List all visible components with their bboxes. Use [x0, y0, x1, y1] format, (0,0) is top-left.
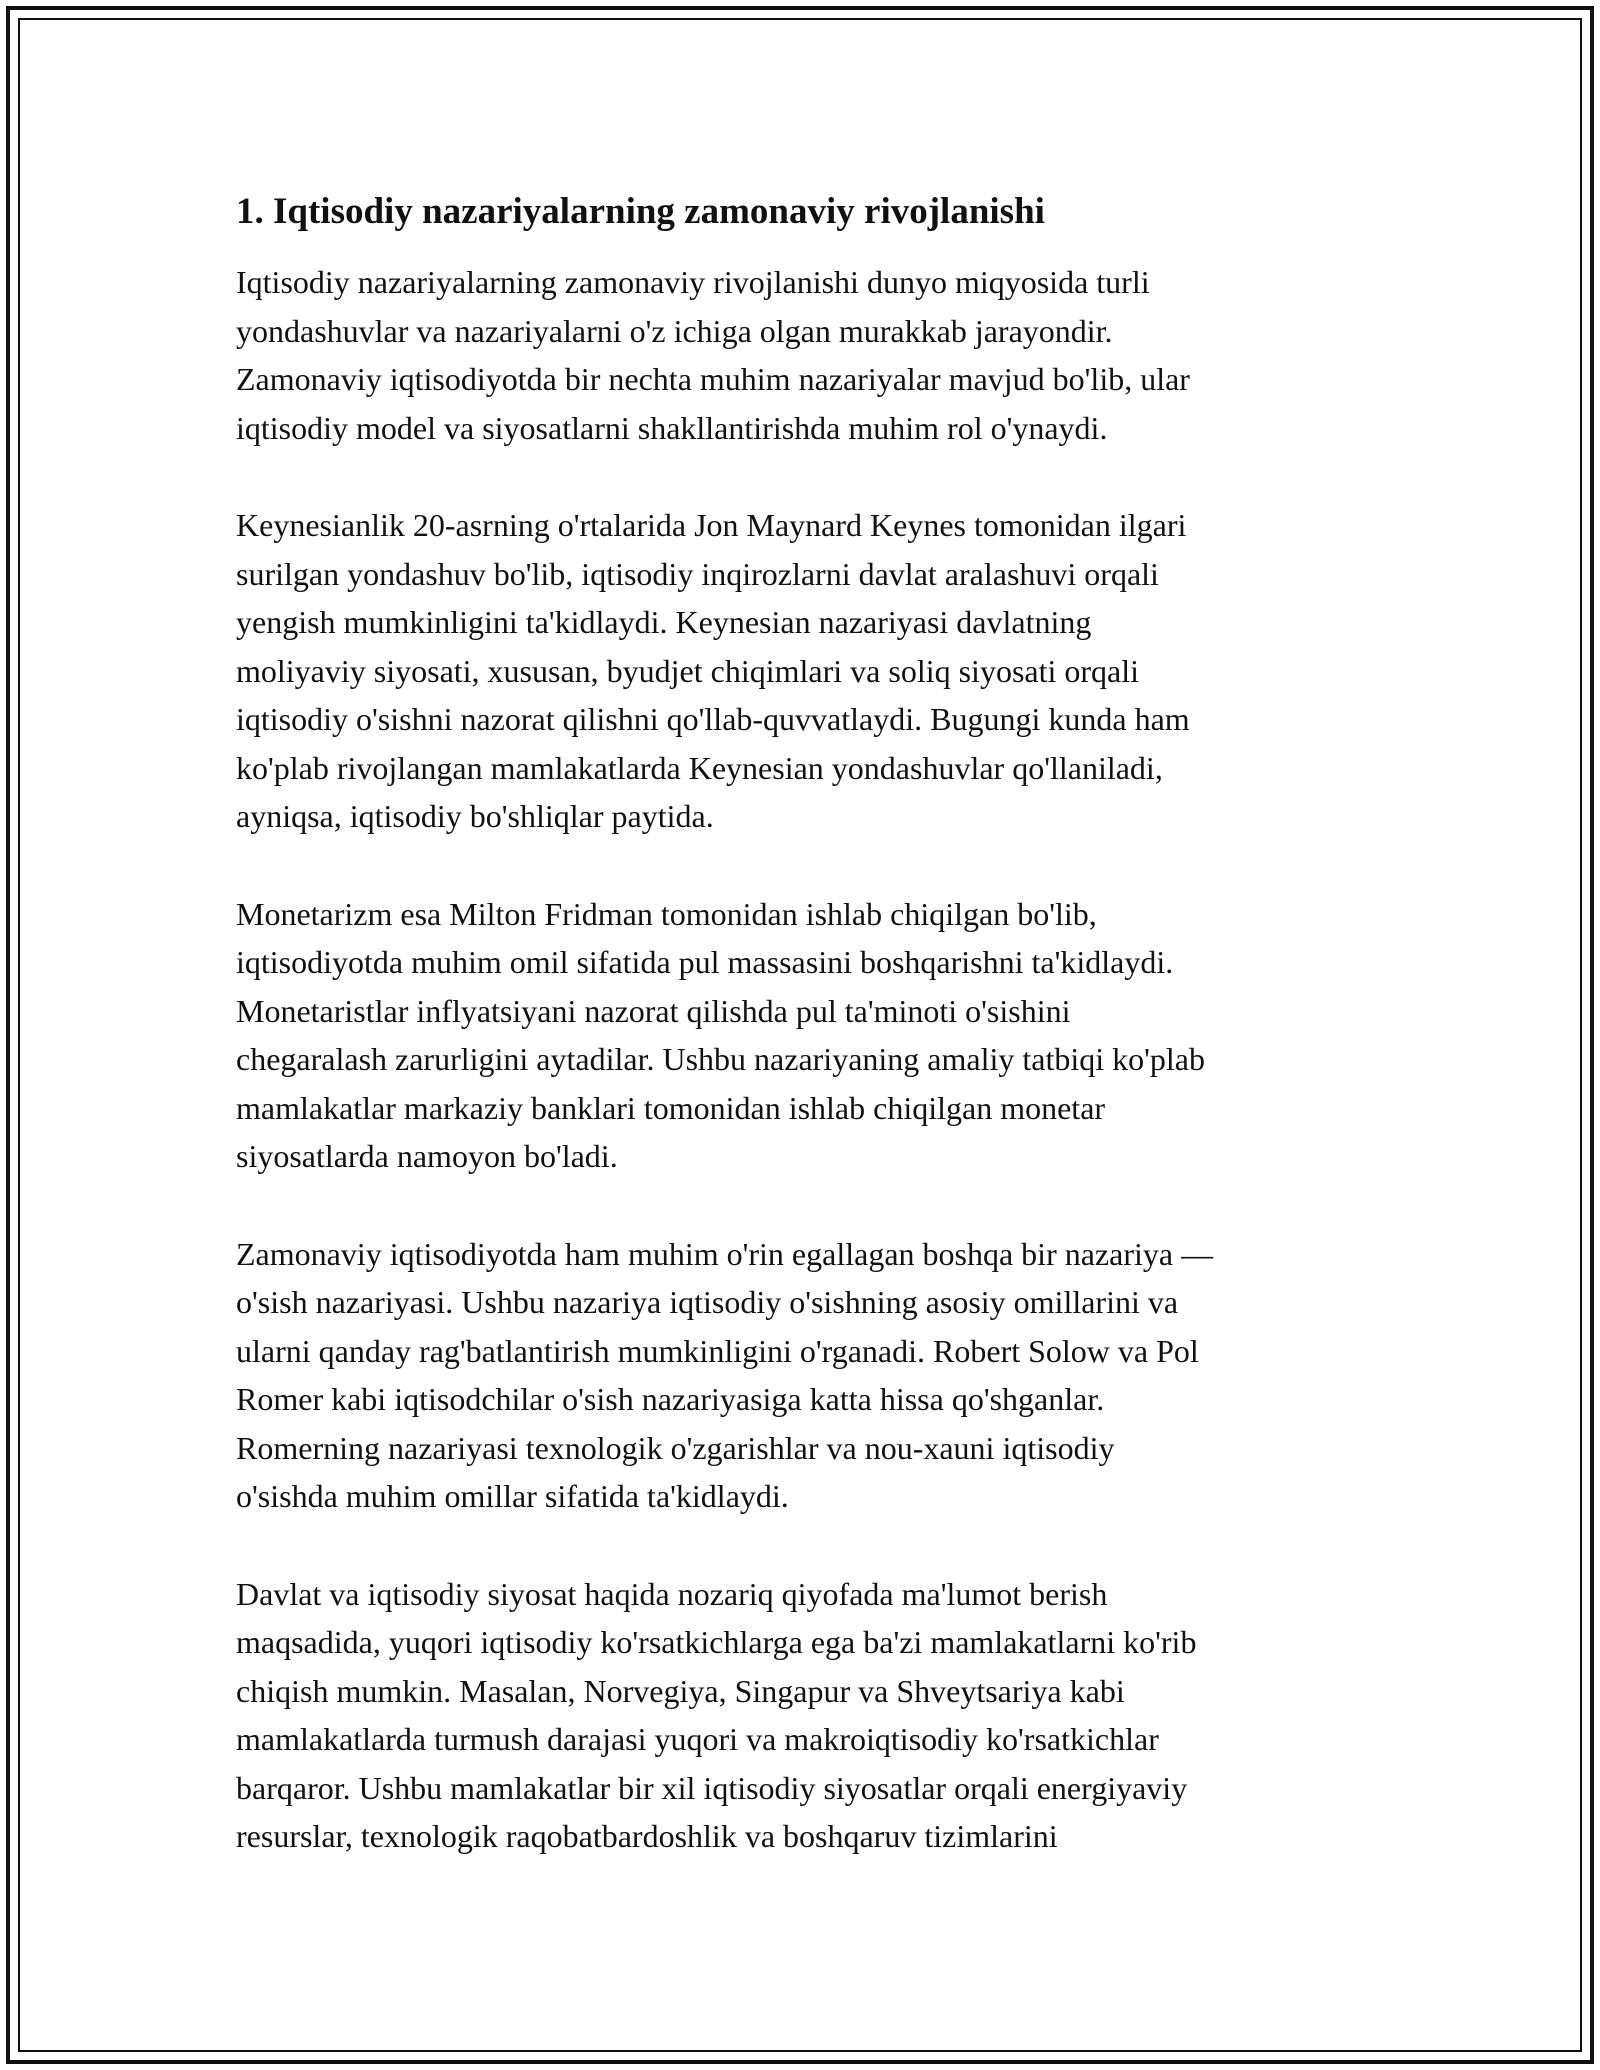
text-line: surilgan yondashuv bo'lib, iqtisodiy inqirozlarni davlat aralashuvi orqali: [236, 555, 1159, 592]
text-line: chegaralash zarurligini aytadilar. Ushbu nazariyaning amaliy tatbiqi ko'plab: [236, 1041, 1205, 1077]
text-line: barqaror. Ushbu mamlakatlar bir xil iqtisodiy siyosatlar orqali energiyaviy: [236, 1769, 1188, 1806]
text-line: Zamonaviy iqtisodiyotda ham muhim o'rin egallagan boshqa bir nazariya —: [236, 1235, 1214, 1272]
text-line: mamlakatlarda turmush darajasi yuqori va makroiqtisodiy ko'rsatkichlar: [236, 1721, 1159, 1757]
paragraph-intro: [236, 258, 1366, 452]
text-line: chiqish mumkin. Masalan, Norvegiya, Singapur va Shveytsariya kabi: [236, 1672, 1125, 1709]
text-line: mamlakatlar markaziy banklari tomonidan ishlab chiqilgan monetar: [236, 1089, 1106, 1126]
text-line: Romerning nazariyasi texnologik o'zgarishlar va nou-xauni iqtisodiy: [236, 1429, 1115, 1466]
document-body: [236, 186, 1366, 1910]
text-line: resurslar, texnologik raqobatbardoshlik va boshqaruv tizimlarini: [236, 1818, 1058, 1854]
text-line: ko'plab rivojlangan mamlakatlarda Keynesian yondashuvlar qo'llaniladi,: [236, 749, 1163, 786]
text-line: o'sishda muhim omillar sifatida ta'kidlaydi.: [236, 1478, 789, 1514]
paragraph-growth-theory: [236, 1230, 1366, 1521]
paragraph-state-policy: [236, 1570, 1366, 1861]
section-title: 1. Iqtisodiy nazariyalarning zamonaviy rivojlanishi: [236, 191, 1045, 232]
text-line: iqtisodiy o'sishni nazorat qilishni qo'llab-quvvatlaydi. Bugungi kunda ham: [236, 701, 1190, 737]
text-line: maqsadida, yuqori iqtisodiy ko'rsatkichlarga ega ba'zi mamlakatlarni ko'rib: [236, 1624, 1197, 1660]
text-line: ayniqsa, iqtisodiy bo'shliqlar paytida.: [236, 798, 714, 834]
text-line: Zamonaviy iqtisodiyotda bir nechta muhim nazariyalar mavjud bo'lib, ular: [236, 361, 1190, 397]
text-line: iqtisodiyotda muhim omil sifatida pul massasini boshqarishni ta'kidlaydi.: [236, 944, 1174, 980]
text-line: yengish mumkinligini ta'kidlaydi. Keynesian nazariyasi davlatning: [236, 604, 1092, 640]
text-line: Keynesianlik 20-asrning o'rtalarida Jon Maynard Keynes tomonidan ilgari: [236, 507, 1187, 543]
paragraph-keynesianism: [236, 501, 1366, 841]
text-line: Davlat va iqtisodiy siyosat haqida nozariq qiyofada ma'lumot berish: [236, 1575, 1108, 1612]
text-line: o'sish nazariyasi. Ushbu nazariya iqtisodiy o'sishning asosiy omillarini va: [236, 1284, 1179, 1320]
text-line: Monetarizm esa Milton Fridman tomonidan ishlab chiqilgan bo'lib,: [236, 895, 1097, 932]
text-line: iqtisodiy model va siyosatlarni shakllantirishda muhim rol o'ynaydi.: [236, 409, 1108, 446]
text-line: Monetaristlar inflyatsiyani nazorat qilishda pul ta'minoti o'sishini: [236, 992, 1071, 1029]
text-line: Romer kabi iqtisodchilar o'sish nazariyasiga katta hissa qo'shganlar.: [236, 1381, 1105, 1417]
text-line: Iqtisodiy nazariyalarning zamonaviy rivojlanishi dunyo miqyosida turli: [236, 264, 1150, 300]
text-line: moliyaviy siyosati, xususan, byudjet chiqimlari va soliq siyosati orqali: [236, 652, 1140, 689]
text-line: siyosatlarda namoyon bo'ladi.: [236, 1138, 618, 1174]
paragraph-monetarism: [236, 890, 1366, 1181]
text-line: ularni qanday rag'batlantirish mumkinligini o'rganadi. Robert Solow va Pol: [236, 1332, 1199, 1369]
text-line: yondashuvlar va nazariyalarni o'z ichiga olgan murakkab jarayondir.: [236, 312, 1113, 349]
